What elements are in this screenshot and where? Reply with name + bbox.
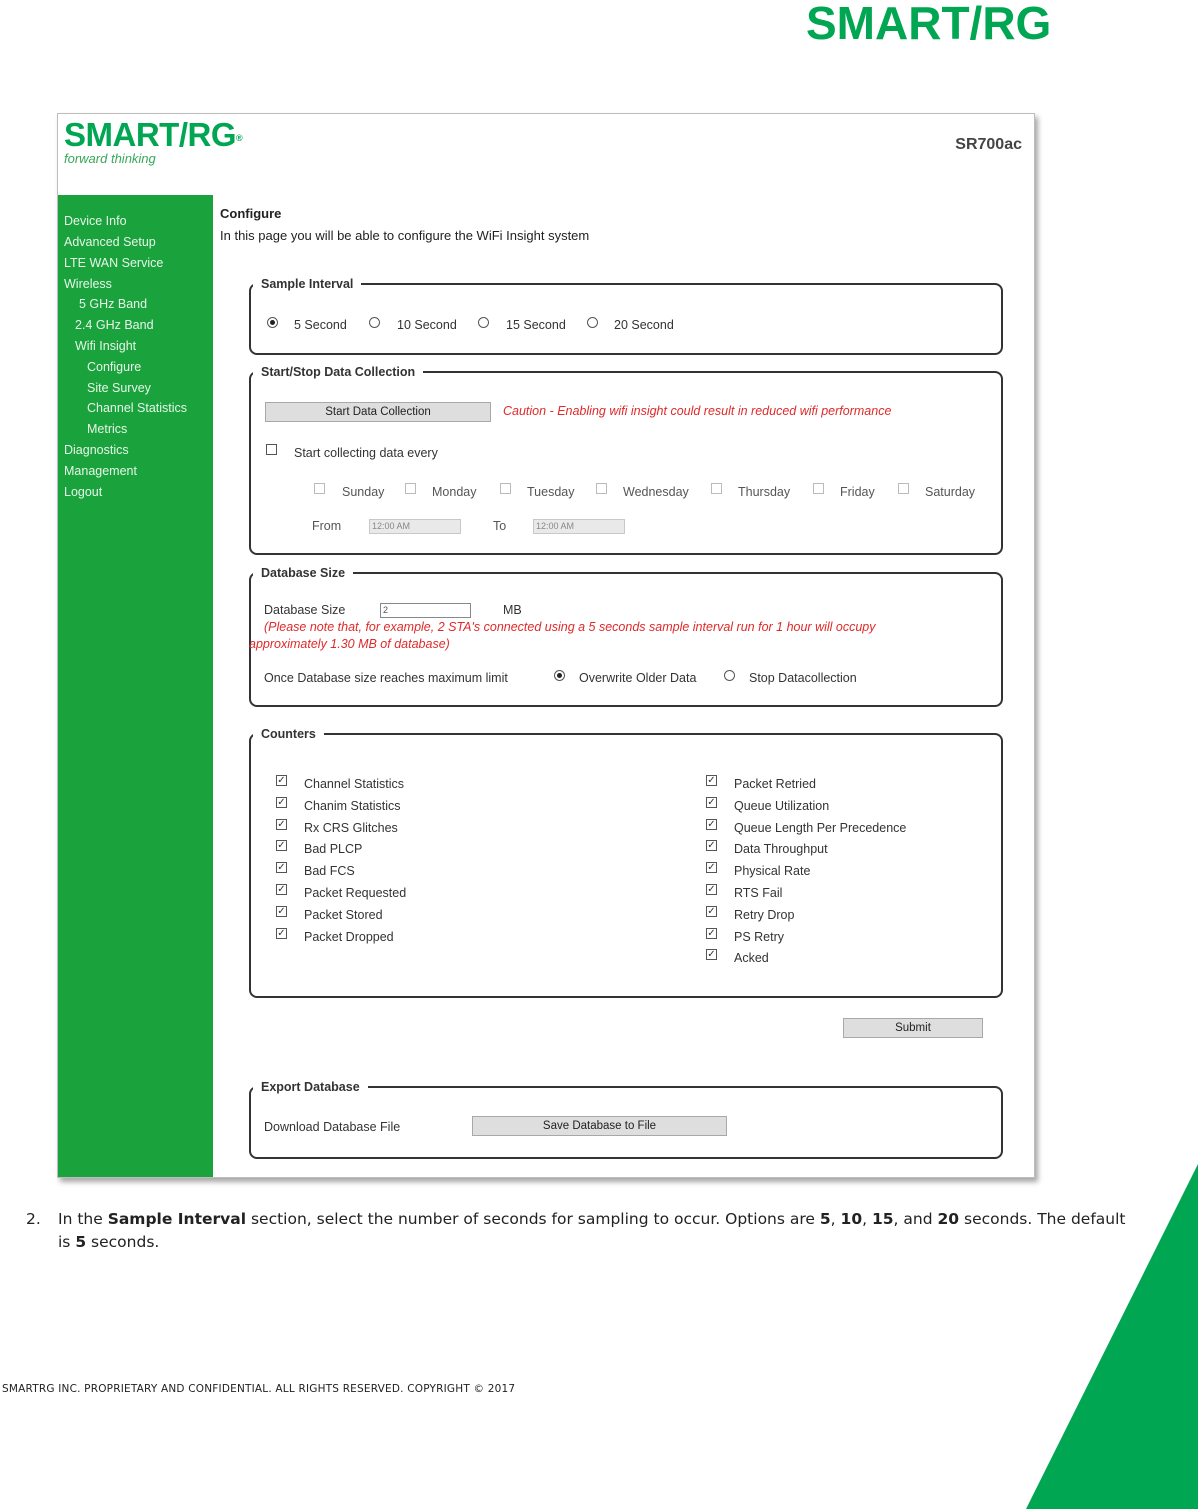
counter-right-label: Acked [734,951,769,966]
day-friday-checkbox[interactable] [813,483,824,494]
schedule-checkbox[interactable] [266,444,277,455]
interval-15-label: 15 Second [506,318,566,332]
counter-right-label: Data Throughput [734,842,828,857]
nav-diagnostics[interactable]: Diagnostics [64,443,129,457]
counter-left-checkbox[interactable]: ✓ [277,840,286,852]
counter-right-label: Physical Rate [734,864,811,879]
counter-left-label: Rx CRS Glitches [304,820,398,835]
counter-right-checkbox[interactable]: ✓ [707,775,716,786]
document-brand-logo: SMART/RG [806,0,1052,49]
start-data-collection-button[interactable]: Start Data Collection [265,402,491,422]
step-text-bold: 15 [871,1210,894,1228]
counter-right-checkbox[interactable]: ✓ [707,862,716,874]
step-text-part: seconds. The default is [58,1210,1126,1251]
step-text-bold: 20 [937,1210,960,1228]
counter-right-checkbox[interactable]: ✓ [707,840,716,852]
step-text-part: section, select the number of seconds for sampling to occur. Options are [246,1210,820,1228]
day-wednesday-checkbox[interactable] [596,483,607,494]
data-collection-group [249,365,1003,555]
counter-right-label: PS Retry [734,929,785,944]
day-saturday-checkbox[interactable] [898,483,909,494]
interval-5-label: 5 Second [294,318,347,332]
step-text-bold: Sample Interval [107,1210,247,1228]
day-monday-label: Monday [432,485,477,499]
download-database-label: Download Database File [264,1120,401,1134]
counter-right-checkbox[interactable]: ✓ [707,796,716,808]
counter-left-label: Packet Requested [304,886,407,900]
database-size-legend: Database Size [261,566,346,580]
counter-right-checkbox[interactable]: ✓ [707,818,716,830]
step-text-part: , [830,1210,841,1228]
step-text [58,1208,1126,1254]
nav-5ghz-band[interactable]: 5 GHz Band [79,297,148,311]
step-text-part: seconds. [86,1233,160,1251]
day-thursday-checkbox[interactable] [711,483,722,494]
counter-left-label: Bad FCS [304,864,355,879]
database-size-input[interactable]: 2 [380,603,471,618]
counters-legend: Counters [261,727,316,741]
counter-left-label: Chanim Statistics [304,798,401,813]
from-time-input[interactable]: 12:00 AM [369,519,461,534]
page-description: In this page you will be able to configure the WiFi Insight system [220,228,590,243]
sidebar-nav [58,195,213,1178]
database-note-line2: approximately 1.30 MB of database) [249,637,450,651]
nav-advanced-setup[interactable]: Advanced Setup [64,235,156,249]
nav-lte-wan-service[interactable]: LTE WAN Service [64,256,164,270]
database-note-line1: (Please note that, for example, 2 STA's connected using a 5 seconds sample interval run for 1 hour will occupy [264,620,876,634]
router-ui-screenshot [57,113,1035,1178]
day-sunday-label: Sunday [342,485,385,499]
schedule-label: Start collecting data every [294,446,438,460]
stop-collection-label: Stop Datacollection [749,671,857,685]
router-logo [64,116,242,166]
counter-left-checkbox[interactable]: ✓ [277,905,286,917]
submit-button[interactable]: Submit [843,1018,983,1038]
step-text-part: In the [58,1210,108,1228]
counter-left-checkbox[interactable]: ✓ [277,884,286,895]
registered-mark: ® [236,133,243,143]
sample-interval-group [249,277,1003,355]
counter-left-label: Packet Dropped [304,929,394,944]
day-sunday-checkbox[interactable] [314,483,325,494]
from-label: From [312,519,342,533]
counter-right-label: Packet Retried [734,777,816,791]
day-tuesday-label: Tuesday [527,485,575,499]
to-label: To [493,519,507,533]
counter-right-label: Queue Length Per Precedence [734,820,907,835]
nav-configure[interactable]: Configure [87,360,142,374]
overwrite-radio[interactable] [554,670,565,681]
step-instruction [26,1208,1126,1254]
interval-5-radio[interactable] [267,317,278,328]
database-size-unit: MB [503,603,522,617]
green-triangle [1026,1164,1198,1509]
interval-20-radio[interactable] [587,317,598,328]
counter-right-checkbox[interactable]: ✓ [707,884,716,895]
nav-wifi-insight[interactable]: Wifi Insight [75,339,137,353]
step-text-part: , [862,1210,872,1228]
counter-right-label: RTS Fail [734,886,783,900]
step-text-bold: 5 [75,1233,87,1251]
interval-20-label: 20 Second [614,318,674,332]
counters-group [249,727,1003,998]
counter-right-checkbox[interactable]: ✓ [707,927,716,939]
step-text-bold: 10 [840,1210,863,1228]
counter-right-label: Queue Utilization [734,798,830,813]
nav-metrics[interactable]: Metrics [87,422,128,436]
step-number: 2. [26,1210,41,1228]
router-tagline: forward thinking [64,151,156,166]
nav-logout[interactable]: Logout [64,485,103,499]
sample-interval-legend: Sample Interval [261,277,354,291]
counter-left-checkbox[interactable]: ✓ [277,818,286,830]
corner-decoration [1026,1164,1198,1509]
interval-15-radio[interactable] [478,317,489,328]
day-friday-label: Friday [840,485,875,499]
counter-right-checkbox[interactable]: ✓ [707,949,716,961]
footer-copyright: SMARTRG INC. PROPRIETARY AND CONFIDENTIAL. ALL RIGHTS RESERVED. COPYRIGHT © 2017 [2,1383,516,1395]
day-thursday-label: Thursday [738,485,791,499]
nav-channel-statistics[interactable]: Channel Statistics [87,401,188,415]
nav-site-survey[interactable]: Site Survey [87,381,151,395]
overwrite-label: Overwrite Older Data [579,671,697,685]
counter-left-checkbox[interactable]: ✓ [277,862,286,874]
interval-10-radio[interactable] [369,317,380,328]
model-name: SR700ac [955,136,1022,153]
step-text-bold: 5 [819,1210,831,1228]
nav-wireless[interactable]: Wireless [64,277,112,291]
nav-24ghz-band[interactable]: 2.4 GHz Band [75,318,154,332]
stop-collection-radio[interactable] [724,670,735,681]
counter-left-label: Bad PLCP [304,842,363,857]
day-monday-checkbox[interactable] [405,483,416,494]
database-size-label: Database Size [264,603,346,617]
counter-left-checkbox[interactable]: ✓ [277,796,286,808]
nav-device-info[interactable]: Device Info [64,214,127,228]
counter-right-checkbox[interactable]: ✓ [707,905,716,917]
nav-management[interactable]: Management [64,464,137,478]
day-tuesday-checkbox[interactable] [500,483,511,494]
caution-message: Caution - Enabling wifi insight could result in reduced wifi performance [503,404,892,418]
to-time-input[interactable]: 12:00 AM [533,519,625,534]
data-collection-legend: Start/Stop Data Collection [261,365,416,379]
step-text-part: , and [893,1210,938,1228]
counter-left-checkbox[interactable]: ✓ [277,927,286,939]
day-wednesday-label: Wednesday [623,485,689,499]
router-logo-text: SMART/RG [64,116,236,153]
counter-right-label: Retry Drop [734,907,795,922]
export-database-legend: Export Database [261,1080,360,1094]
database-limit-label: Once Database size reaches maximum limit [264,671,508,685]
counter-left-checkbox[interactable]: ✓ [277,775,286,786]
counter-left-label: Channel Statistics [304,777,405,791]
page-title: Configure [220,206,282,221]
counter-left-label: Packet Stored [304,907,383,922]
interval-10-label: 10 Second [397,318,457,332]
save-database-button[interactable]: Save Database to File [472,1116,727,1136]
day-saturday-label: Saturday [925,485,976,499]
